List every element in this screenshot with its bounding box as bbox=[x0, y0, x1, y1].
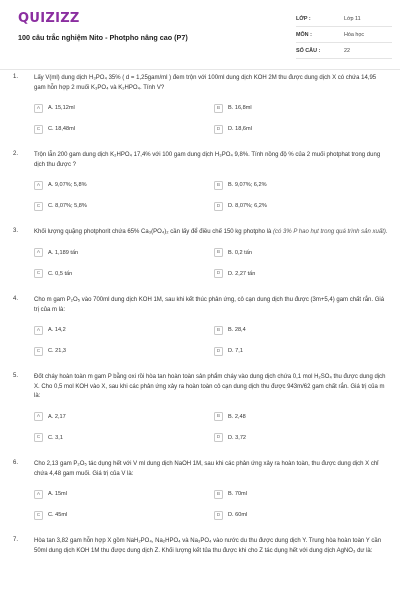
meta-value: Lớp 11 bbox=[344, 15, 361, 22]
meta-row-count bbox=[296, 43, 392, 59]
question-stem: Khối lượng quặng photphorit chứa 65% Ca₃(PO₄)₂ cần lấy để điều chế 150 kg photpho là bbox=[34, 229, 272, 236]
option-text: A. 15ml bbox=[48, 491, 67, 498]
option-letter-box: B bbox=[214, 326, 223, 335]
answer-option[interactable] bbox=[214, 179, 394, 191]
option-text: C. 21,3 bbox=[48, 348, 67, 355]
answer-option[interactable] bbox=[34, 324, 214, 336]
question bbox=[0, 296, 400, 357]
answer-option[interactable] bbox=[34, 123, 214, 135]
answer-options bbox=[34, 488, 388, 521]
answer-options bbox=[34, 247, 388, 280]
option-text: D. 18,6ml bbox=[228, 126, 252, 133]
answer-option[interactable] bbox=[34, 102, 214, 114]
option-letter-box: A bbox=[34, 326, 43, 335]
question-number: 7. bbox=[13, 537, 19, 544]
question-stem: Trộn lẫn 200 gam dung dịch K₂HPO₄ 17,4% với 100 gam dung dịch H₃PO₄ 9,8%. Tính nồng độ % của 2 muối photphat trong dung dịch thu được ? bbox=[34, 152, 381, 168]
worksheet-header bbox=[0, 0, 400, 70]
answer-option[interactable] bbox=[34, 411, 214, 423]
question bbox=[0, 373, 400, 444]
answer-option[interactable] bbox=[214, 123, 394, 135]
answer-options bbox=[34, 411, 388, 444]
question-number: 3. bbox=[13, 228, 19, 235]
question-stem: Cho 2,13 gam P₂O₅ tác dụng hết với V ml dung dịch NaOH 1M, sau khi các phản ứng xảy ra hoàn toàn, thu được dung dịch X chỉ chứa 4,48 gam muối. Giá trị của V là: bbox=[34, 460, 379, 477]
question bbox=[0, 460, 400, 521]
answer-option[interactable] bbox=[214, 509, 394, 521]
worksheet-meta bbox=[296, 11, 392, 59]
option-text: D. 8,07%; 6,2% bbox=[228, 203, 267, 210]
question-text bbox=[34, 537, 388, 556]
question-stem: Đốt cháy hoàn toàn m gam P bằng oxi rồi hòa tan hoàn toàn sản phẩm cháy vào dung dịch chứa 0,1 mol H₂SO₄ thu được dung dịch X. Cho 0,5 mol KOH vào X, sau khi các phản ứng xảy ra hoàn toàn cô cạn dung dịch thu được 943m/62 gam chất rắn. Giá trị của m là: bbox=[34, 374, 386, 400]
option-text: D. 60ml bbox=[228, 512, 248, 519]
question-stem: Cho m gam P₂O₅ vào 700ml dung dịch KOH 1M, sau khi kết thúc phản ứng, cô cạn dung dịch thu được (3m+5,4) gam chất rắn. Giá trị của m là: bbox=[34, 296, 385, 313]
question-number: 5. bbox=[13, 373, 19, 380]
question-number: 6. bbox=[13, 459, 19, 466]
question-text bbox=[34, 296, 388, 315]
option-letter-box: C bbox=[34, 125, 43, 134]
answer-option[interactable] bbox=[214, 411, 394, 423]
option-text: B. 9,07%; 6,2% bbox=[228, 182, 267, 189]
answer-option[interactable] bbox=[34, 179, 214, 191]
answer-option[interactable] bbox=[34, 200, 214, 212]
option-letter-box: B bbox=[214, 490, 223, 499]
quizizz-logo: QUIZIZZ bbox=[18, 11, 80, 26]
option-letter-box: A bbox=[34, 490, 43, 499]
question-number: 4. bbox=[13, 295, 19, 302]
option-text: B. 16,8ml bbox=[228, 105, 252, 112]
answer-option[interactable] bbox=[214, 247, 394, 259]
option-letter-box: D bbox=[214, 269, 223, 278]
option-letter-box: C bbox=[34, 511, 43, 520]
option-letter-box: C bbox=[34, 202, 43, 211]
option-letter-box: B bbox=[214, 412, 223, 421]
option-text: D. 7,1 bbox=[228, 348, 243, 355]
answer-option[interactable] bbox=[214, 345, 394, 357]
answer-option[interactable] bbox=[214, 488, 394, 500]
answer-option[interactable] bbox=[34, 432, 214, 444]
option-text: C. 45ml bbox=[48, 512, 68, 519]
meta-key: SỐ CÂU : bbox=[296, 47, 321, 54]
option-text: B. 70ml bbox=[228, 491, 247, 498]
question-text bbox=[34, 460, 388, 479]
option-letter-box: D bbox=[214, 511, 223, 520]
question bbox=[0, 151, 400, 212]
question-stem: Lấy V(ml) dung dịch H₃PO₄ 35% ( d = 1,25gam/ml ) đem trộn với 100ml dung dịch KOH 2M thu được dung dịch X có chứa 14,95 gam hỗn hợp 2 muối K₃PO₄ và K₂HPO₄. Tính V? bbox=[34, 75, 377, 91]
meta-row-subject bbox=[296, 27, 392, 43]
option-letter-box: A bbox=[34, 412, 43, 421]
header-divider bbox=[0, 69, 400, 70]
question-text bbox=[34, 373, 388, 402]
meta-row-class bbox=[296, 11, 392, 27]
option-letter-box: D bbox=[214, 125, 223, 134]
option-text: B. 28,4 bbox=[228, 327, 246, 334]
option-letter-box: B bbox=[214, 104, 223, 113]
option-text: C. 3,1 bbox=[48, 434, 63, 441]
option-text: D. 3,72 bbox=[228, 434, 247, 441]
meta-key: MÔN : bbox=[296, 31, 312, 38]
option-letter-box: B bbox=[214, 181, 223, 190]
option-text: C. 18,48ml bbox=[48, 126, 76, 133]
question-list bbox=[0, 74, 400, 556]
question bbox=[0, 228, 400, 280]
option-text: D. 2,27 tấn bbox=[228, 270, 256, 277]
answer-options bbox=[34, 324, 388, 357]
option-letter-box: D bbox=[214, 202, 223, 211]
option-letter-box: C bbox=[34, 433, 43, 442]
option-text: C. 8,07%; 5,8% bbox=[48, 203, 87, 210]
answer-option[interactable] bbox=[34, 509, 214, 521]
meta-value: 22 bbox=[344, 47, 350, 54]
option-letter-box: A bbox=[34, 181, 43, 190]
option-letter-box: D bbox=[214, 347, 223, 356]
option-letter-box: A bbox=[34, 248, 43, 257]
page-title: 100 câu trắc nghiệm Nito - Photpho nâng cao (P7) bbox=[18, 33, 188, 42]
meta-key: LỚP : bbox=[296, 15, 311, 22]
question-number: 2. bbox=[13, 151, 19, 158]
meta-value: Hóa học bbox=[344, 31, 365, 38]
option-letter-box: A bbox=[34, 104, 43, 113]
option-text: A. 9,07%; 5,8% bbox=[48, 182, 87, 189]
question-number: 1. bbox=[13, 74, 19, 80]
answer-option[interactable] bbox=[214, 432, 394, 444]
question-stem: Hòa tan 3,82 gam hỗn hợp X gồm NaH₂PO₄, Na₂HPO₄ và Na₃PO₄ vào nước du thu được dung dịch Y. Trung hòa hoàn toàn Y cần 50ml dung dịch KOH 1M thu được dung dịch Z. Khối lượng kết tủa thu được khi cho Z tác dụng hết với dung dịch AgNO₃ dư là: bbox=[34, 538, 382, 554]
option-text: A. 1,189 tấn bbox=[48, 249, 79, 256]
answer-option[interactable] bbox=[214, 102, 394, 114]
option-letter-box: B bbox=[214, 248, 223, 257]
answer-option[interactable] bbox=[34, 345, 214, 357]
option-text: A. 15,12ml bbox=[48, 105, 75, 112]
option-text: A. 14,2 bbox=[48, 327, 66, 334]
answer-option[interactable] bbox=[214, 324, 394, 336]
answer-options bbox=[34, 179, 388, 212]
option-letter-box: C bbox=[34, 347, 43, 356]
option-text: B. 0,2 tấn bbox=[228, 249, 252, 256]
option-text: A. 2,17 bbox=[48, 413, 66, 420]
question-note: (có 3% P hao hụt trong quá trình sản xuất). bbox=[273, 229, 388, 236]
answer-option[interactable] bbox=[34, 247, 214, 259]
option-text: B. 2,48 bbox=[228, 413, 246, 420]
option-text: C. 0,5 tấn bbox=[48, 270, 73, 277]
answer-options bbox=[34, 102, 388, 135]
question bbox=[0, 537, 400, 556]
question-text bbox=[34, 74, 388, 93]
option-letter-box: C bbox=[34, 269, 43, 278]
answer-option[interactable] bbox=[34, 488, 214, 500]
option-letter-box: D bbox=[214, 433, 223, 442]
answer-option[interactable] bbox=[214, 200, 394, 212]
question-text bbox=[34, 151, 388, 170]
question-text bbox=[34, 228, 388, 238]
answer-option[interactable] bbox=[214, 268, 394, 280]
answer-option[interactable] bbox=[34, 268, 214, 280]
question bbox=[0, 74, 400, 135]
